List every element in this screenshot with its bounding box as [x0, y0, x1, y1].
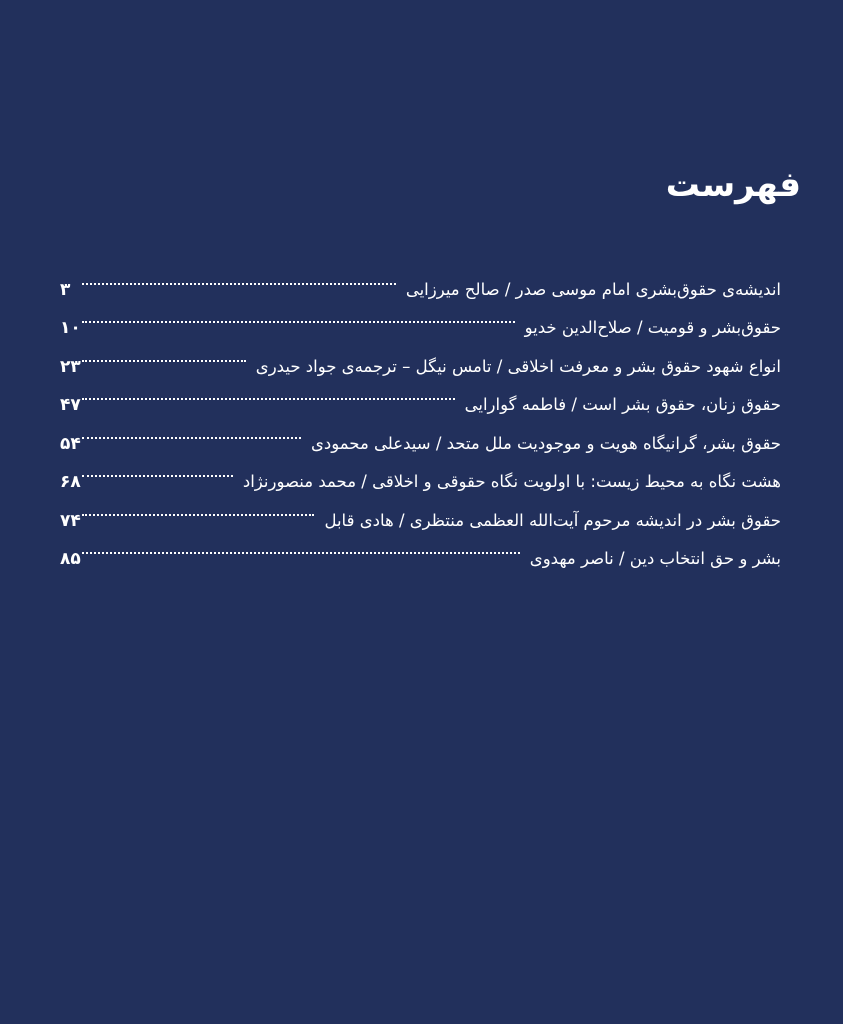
toc-entry-page-number: ۵۴	[60, 433, 81, 454]
toc-entry-page-number: ۴۷	[60, 395, 81, 415]
toc-entry-page-number: ۸۵	[60, 549, 81, 569]
toc-entry-title: حقوق زنان، حقوق بشر است / فاطمه گوارایی	[464, 395, 781, 414]
dot-leader	[82, 410, 301, 449]
dot-leader	[82, 333, 246, 372]
toc-entry-title: اندیشه‌ی حقوق‌بشری امام موسی صدر / صالح میرزایی	[405, 279, 781, 299]
toc-entry-title: بشر و حق انتخاب دین / ناصر مهدوی	[529, 549, 781, 568]
toc-entry-page-number: ۱۰	[60, 318, 81, 338]
dot-leader	[82, 256, 396, 295]
toc-entry-page-number: ۳	[60, 279, 71, 300]
toc-entry-title: حقوق بشر در اندیشه مرحوم آیت‌الله العظمی منتظری / هادی قابل	[324, 510, 781, 530]
toc-entry-title: حقوق‌بشر و قومیت / صلاح‌الدین خدیو	[524, 318, 781, 337]
toc-entry-title: هشت نگاه به محیط زیست: با اولویت نگاه حقوقی و اخلاقی / محمد منصورنژاد	[242, 472, 781, 491]
dot-leader	[82, 449, 233, 488]
dot-leader	[82, 526, 520, 565]
dot-leader	[82, 295, 515, 334]
toc-entry-page-number: ۷۴	[60, 510, 81, 531]
toc-entry-title: انواع شهود حقوق بشر و معرفت اخلاقی / تامس نیگل – ترجمه‌ی جواد حیدری	[255, 356, 781, 376]
toc-entry[interactable]	[60, 256, 781, 300]
toc-entry-title: حقوق بشر، گرانیگاه هویت و موجودیت ملل متحد / سیدعلی محمودی	[310, 433, 781, 453]
toc-title: فهرست	[665, 165, 801, 205]
toc-entry-page-number: ۲۳	[60, 356, 81, 377]
toc-list	[60, 256, 781, 569]
dot-leader	[82, 487, 314, 526]
dot-leader	[82, 372, 455, 411]
toc-entry-page-number: ۶۸	[60, 472, 81, 492]
